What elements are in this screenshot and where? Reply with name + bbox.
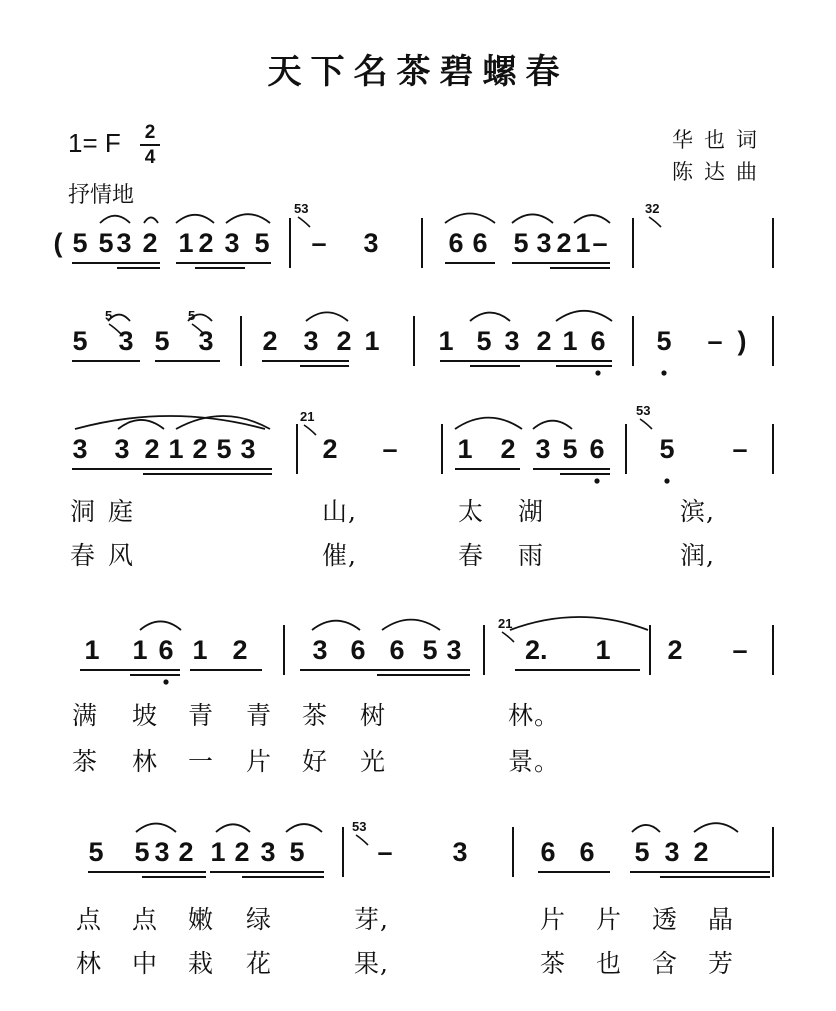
- sustain-dash: –: [311, 228, 327, 258]
- lyric-syllable: 果,: [354, 949, 389, 978]
- slur: [694, 823, 738, 832]
- time-signature-top: 2: [144, 122, 156, 143]
- slur: [533, 421, 572, 429]
- lyric-syllable: 点: [132, 905, 159, 934]
- lyric-syllable: 春: [70, 541, 97, 570]
- note-digit: 2.: [525, 635, 548, 665]
- grace-note: 53: [636, 403, 651, 418]
- note-digit: 1: [192, 635, 208, 665]
- note-digit: 3: [536, 228, 552, 258]
- grace-note: 5: [105, 308, 113, 323]
- note-digit: 5: [289, 837, 305, 867]
- slur: [632, 825, 660, 832]
- key-signature: 1= F: [68, 128, 121, 158]
- note-digit: 5: [72, 326, 88, 356]
- note-digit: 3: [535, 434, 551, 464]
- note-digit: 3: [312, 635, 328, 665]
- lyric-syllable: 雨: [518, 541, 545, 570]
- note-digit: 6: [589, 434, 605, 464]
- note-digit: 2: [536, 326, 552, 356]
- note-digit: 5: [254, 228, 270, 258]
- lyric-syllable: 满: [72, 701, 99, 730]
- note-digit: 5: [154, 326, 170, 356]
- lyric-syllable: 晶: [708, 905, 735, 934]
- lyric-syllable: 洞: [70, 497, 97, 526]
- note-digit: 2: [262, 326, 278, 356]
- lyric-syllable: 透: [652, 905, 679, 934]
- low-octave-dot: [661, 370, 666, 375]
- lyric-syllable: 催,: [322, 541, 357, 570]
- note-digit: 3: [260, 837, 276, 867]
- lyric-syllable: 嫩: [188, 905, 215, 934]
- note-digit: 6: [350, 635, 366, 665]
- lyric-syllable: 片: [596, 905, 623, 934]
- close-parenthesis: ): [737, 326, 747, 356]
- note-digit: 2: [178, 837, 194, 867]
- note-digit: 5: [659, 434, 675, 464]
- note-digit: 1: [84, 635, 100, 665]
- note-digit: 3: [446, 635, 462, 665]
- note-digit: 5: [656, 326, 672, 356]
- note-digit: 6: [472, 228, 488, 258]
- sustain-dash: –: [732, 635, 748, 665]
- note-digit: 3: [114, 434, 130, 464]
- note-digit: 5: [88, 837, 104, 867]
- slur: [118, 420, 164, 429]
- lyric-syllable: 茶: [540, 949, 567, 978]
- lyric-syllable: 青: [246, 701, 273, 730]
- note-digit: 3: [224, 228, 240, 258]
- lyric-syllable: 林: [132, 747, 159, 776]
- sustain-dash: –: [592, 228, 608, 258]
- note-digit: 3: [240, 434, 256, 464]
- slur: [136, 824, 176, 832]
- note-digit: 5: [513, 228, 529, 258]
- low-octave-dot: [664, 478, 669, 483]
- grace-slur: [109, 324, 121, 334]
- lyric-syllable: 春: [458, 541, 485, 570]
- note-digit: 2: [322, 434, 338, 464]
- note-digit: 5: [216, 434, 232, 464]
- grace-slur: [649, 217, 661, 227]
- slur: [226, 214, 270, 223]
- slur: [140, 621, 181, 630]
- composer-credit: 陈达曲: [672, 160, 768, 184]
- slur: [286, 824, 322, 832]
- slur: [382, 620, 440, 630]
- note-digit: 1: [364, 326, 380, 356]
- note-digit: 3: [198, 326, 214, 356]
- note-digit: 1: [438, 326, 454, 356]
- lyric-syllable: 山,: [322, 497, 357, 526]
- lyric-syllable: 光: [360, 747, 387, 776]
- note-digit: 5: [562, 434, 578, 464]
- low-octave-dot: [595, 370, 600, 375]
- lyric-syllable: 点: [76, 905, 103, 934]
- lyric-syllable: 树: [360, 701, 387, 730]
- lyric-syllable: 庭: [108, 497, 135, 526]
- lyric-syllable: 含: [652, 949, 679, 978]
- note-digit: 2: [667, 635, 683, 665]
- grace-slur: [304, 425, 316, 435]
- slur: [144, 217, 158, 223]
- lyric-syllable: 也: [596, 949, 623, 978]
- lyricist-credit: 华也词: [672, 128, 768, 152]
- slur: [216, 824, 250, 832]
- slur: [510, 617, 648, 630]
- note-digit: 6: [579, 837, 595, 867]
- note-digit: 1: [178, 228, 194, 258]
- song-title: 天下名茶碧螺春: [267, 52, 569, 92]
- lyric-syllable: 林。: [508, 701, 561, 730]
- note-digit: 3: [118, 326, 134, 356]
- lyric-syllable: 润,: [680, 541, 715, 570]
- note-digit: 2: [232, 635, 248, 665]
- note-digit: 2: [336, 326, 352, 356]
- lyric-syllable: 花: [246, 949, 273, 978]
- note-digit: 5: [98, 228, 114, 258]
- lyric-syllable: 茶: [72, 747, 99, 776]
- note-digit: 1: [132, 635, 148, 665]
- slur: [470, 313, 510, 321]
- note-digit: 2: [192, 434, 208, 464]
- lyric-syllable: 茶: [302, 701, 329, 730]
- slur: [574, 215, 610, 223]
- note-digit: 1: [575, 228, 591, 258]
- note-digit: 3: [504, 326, 520, 356]
- slur: [176, 215, 214, 223]
- slur: [108, 315, 130, 321]
- open-parenthesis: (: [53, 228, 63, 258]
- grace-slur: [640, 419, 652, 429]
- grace-note: 5: [188, 308, 196, 323]
- slur: [455, 418, 522, 429]
- lyric-syllable: 太: [458, 497, 485, 526]
- note-digit: 3: [664, 837, 680, 867]
- note-digit: 2: [556, 228, 572, 258]
- note-digit: 2: [693, 837, 709, 867]
- note-digit: 6: [158, 635, 174, 665]
- slur: [312, 621, 360, 630]
- slur: [556, 311, 612, 321]
- note-digit: 6: [540, 837, 556, 867]
- sustain-dash: –: [382, 434, 398, 464]
- sustain-dash: –: [707, 326, 723, 356]
- note-digit: 5: [422, 635, 438, 665]
- lyric-syllable: 片: [540, 905, 567, 934]
- grace-slur: [192, 324, 204, 334]
- grace-note: 53: [294, 201, 309, 216]
- note-digit: 2: [142, 228, 158, 258]
- lyric-syllable: 绿: [246, 905, 273, 934]
- lyric-syllable: 风: [108, 541, 135, 570]
- slur: [306, 312, 348, 321]
- note-digit: 5: [476, 326, 492, 356]
- grace-slur: [298, 217, 310, 227]
- note-digit: 2: [198, 228, 214, 258]
- grace-note: 21: [498, 616, 513, 631]
- note-digit: 6: [590, 326, 606, 356]
- note-digit: 6: [448, 228, 464, 258]
- tempo-marking: 抒情地: [68, 183, 135, 208]
- grace-slur: [502, 632, 514, 642]
- lyric-syllable: 林: [76, 949, 103, 978]
- slur: [100, 216, 130, 223]
- lyric-syllable: 好: [302, 747, 329, 776]
- lyric-syllable: 青: [188, 701, 215, 730]
- note-digit: 3: [303, 326, 319, 356]
- lyric-syllable: 栽: [188, 949, 215, 978]
- lyric-syllable: 湖: [518, 497, 545, 526]
- note-digit: 2: [234, 837, 250, 867]
- note-digit: 1: [210, 837, 226, 867]
- sustain-dash: –: [732, 434, 748, 464]
- note-digit: 3: [363, 228, 379, 258]
- note-digit: 3: [154, 837, 170, 867]
- note-digit: 3: [452, 837, 468, 867]
- note-digit: 1: [562, 326, 578, 356]
- slur: [512, 214, 553, 223]
- note-digit: 5: [634, 837, 650, 867]
- lyric-syllable: 中: [132, 949, 159, 978]
- note-digit: 2: [500, 434, 516, 464]
- lyric-syllable: 片: [246, 747, 273, 776]
- slur: [445, 214, 495, 224]
- slur: [188, 314, 212, 321]
- note-digit: 2: [144, 434, 160, 464]
- note-digit: 3: [116, 228, 132, 258]
- grace-slur: [356, 835, 368, 845]
- note-digit: 1: [457, 434, 473, 464]
- lyric-syllable: 一: [188, 747, 215, 776]
- grace-note: 53: [352, 819, 367, 834]
- low-octave-dot: [594, 478, 599, 483]
- lyric-syllable: 滨,: [680, 497, 715, 526]
- note-digit: 3: [72, 434, 88, 464]
- note-digit: 1: [595, 635, 611, 665]
- note-digit: 6: [389, 635, 405, 665]
- lyric-syllable: 景。: [508, 747, 561, 776]
- grace-note: 32: [645, 201, 660, 216]
- lyric-syllable: 芽,: [354, 905, 389, 934]
- time-signature-bottom: 4: [144, 147, 156, 168]
- low-octave-dot: [163, 679, 168, 684]
- note-digit: 5: [72, 228, 88, 258]
- note-digit: 5: [134, 837, 150, 867]
- sustain-dash: –: [377, 837, 393, 867]
- grace-note: 21: [300, 409, 315, 424]
- note-digit: 1: [168, 434, 184, 464]
- lyric-syllable: 芳: [708, 949, 735, 978]
- lyric-syllable: 坡: [132, 701, 159, 730]
